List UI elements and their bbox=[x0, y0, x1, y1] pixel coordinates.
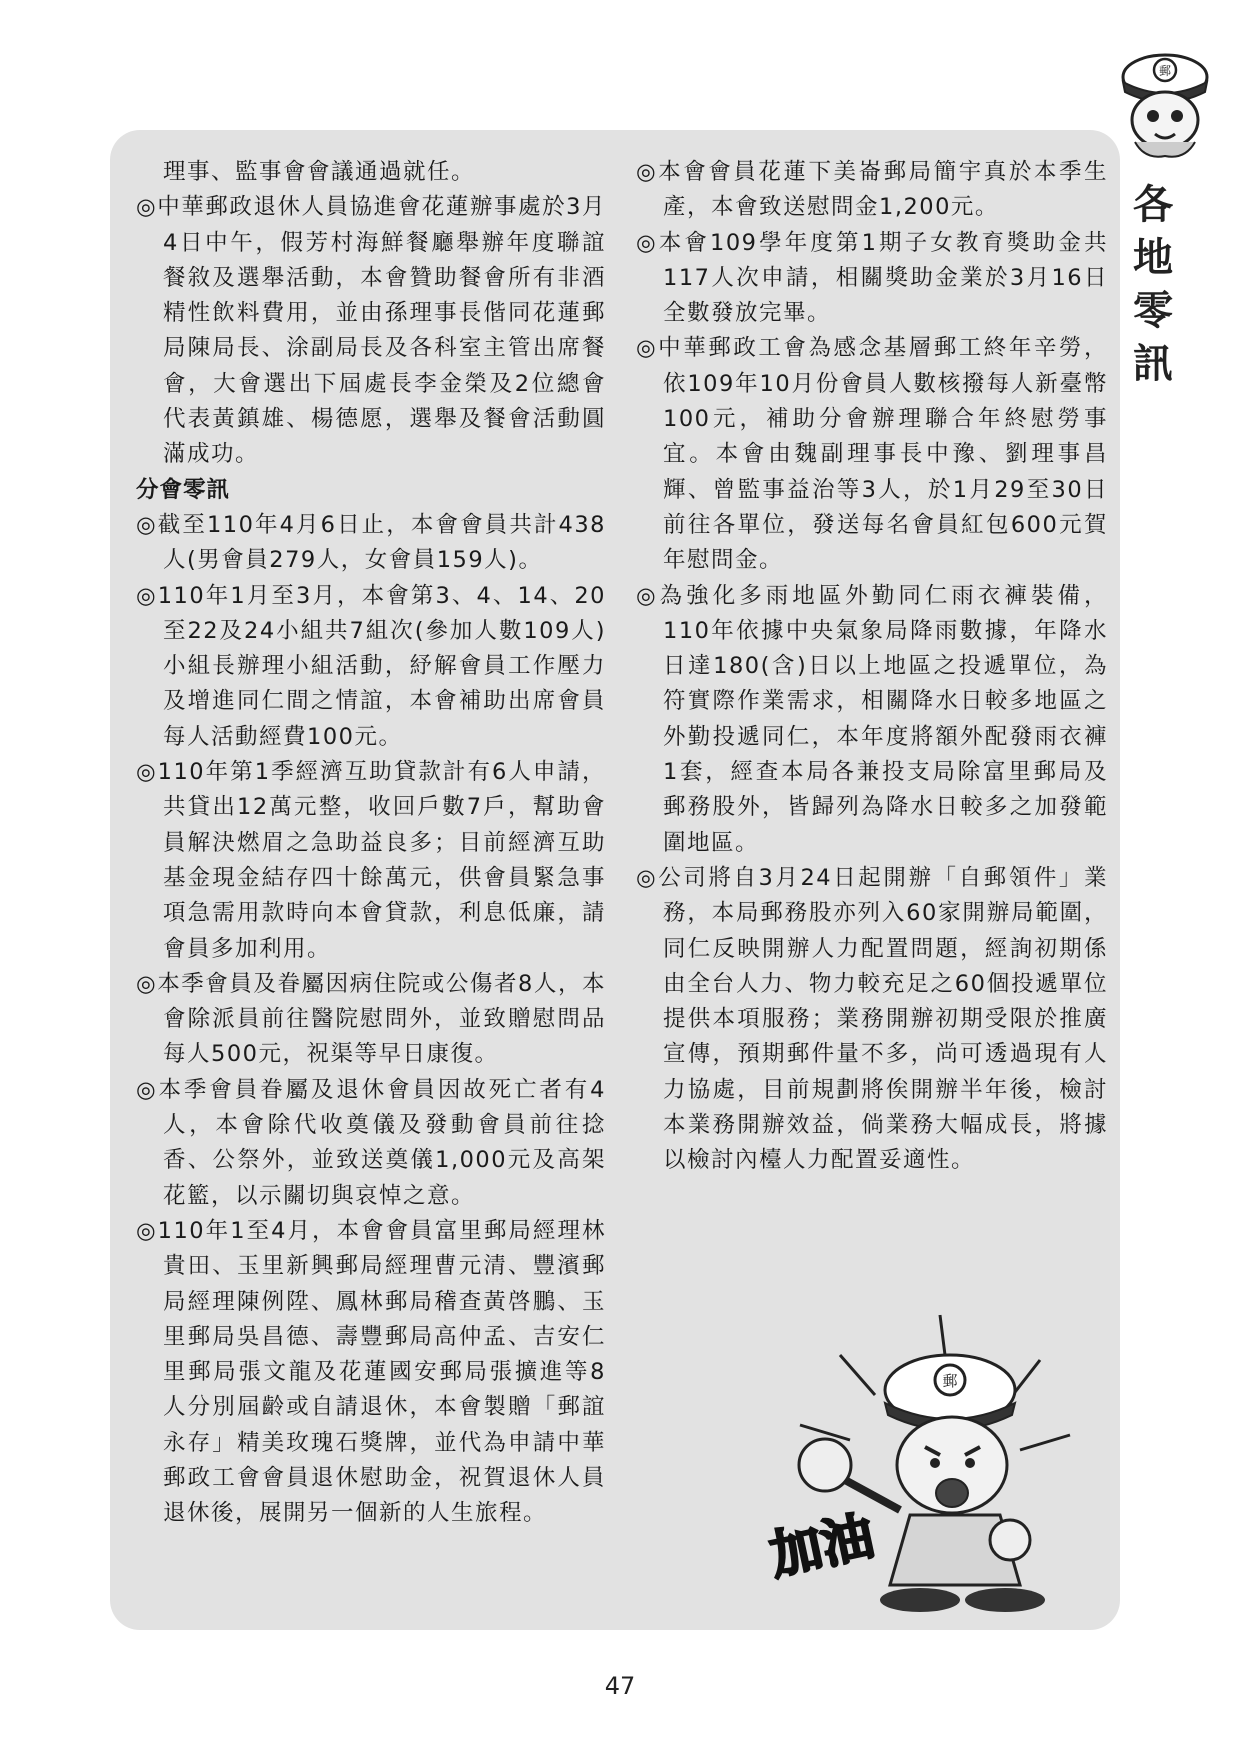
left-column bbox=[136, 155, 606, 1532]
news-item: ◎本會會員花蓮下美崙郵局簡宇真於本季生產，本會致送慰問金1,200元。 bbox=[636, 159, 1108, 221]
subheading: 分會零訊 bbox=[136, 476, 231, 503]
news-item: ◎公司將自3月24日起開辦「自郵領件」業務，本局郵務股亦列入60家開辦局範圍，同仁反映開辦人力配置問題，經詢初期係由全台人力、物力較充足之60個投遞單位提供本項服務；業務開辦初期受限於推廣宣傳，預期郵件量不多，尚可透過現有人力協處，目前規劃將俟開辦半年後，檢討本業務開辦效益，倘業務大幅成長，將據以檢討內檯人力配置妥適性。 bbox=[636, 864, 1108, 1174]
cheer-text: 加油 bbox=[764, 1506, 880, 1587]
right-column bbox=[636, 155, 1108, 1179]
news-item: ◎本季會員眷屬及退休會員因故死亡者有4人，本會除代收奠儀及發動會員前往捻香、公祭外，並致送奠儀1,000元及高架花籃，以示關切與哀悼之意。 bbox=[136, 1076, 606, 1209]
news-item: ◎本季會員及眷屬因病住院或公傷者8人，本會除派員前往醫院慰問外，並致贈慰問品每人500元，祝渠等早日康復。 bbox=[136, 970, 606, 1068]
news-item: ◎中華郵政退休人員協進會花蓮辦事處於3月4日中午，假芳村海鮮餐廳舉辦年度聯誼餐敘及選舉活動，本會贊助餐會所有非酒精性飲料費用，並由孫理事長偕同花蓮郵局陳局長、涂副局長及各科室主管出席餐會，大會選出下屆處長李金榮及2位總會代表黃鎮雄、楊德愿，選舉及餐會活動圓滿成功。 bbox=[136, 194, 606, 468]
section-title-char: 訊 bbox=[1133, 340, 1173, 387]
news-item: ◎為強化多雨地區外勤同仁雨衣褲裝備，110年依據中央氣象局降雨數據，年降水日達180(含)日以上地區之投遞單位，為符實際作業需求，相關降水日較多地區之外勤投遞同仁，本年度將額外配發雨衣褲1套，經查本局各兼投支局除富里郵局及郵務股外，皆歸列為降水日較多之加發範圍地區。 bbox=[636, 582, 1108, 856]
page-number: 47 bbox=[604, 1672, 636, 1700]
section-title-char: 各 bbox=[1133, 181, 1173, 228]
news-item: ◎中華郵政工會為感念基層郵工終年辛勞，依109年10月份會員人數核撥每人新臺幣100元，補助分會辦理聯合年終慰勞事宜。本會由魏副理事長中豫、劉理事昌輝、曾監事益治等3人，於1月29至30日前往各單位，發送每名會員紅包600元賀年慰問金。 bbox=[636, 335, 1108, 574]
section-title-char: 地 bbox=[1133, 234, 1173, 281]
news-item: ◎本會109學年度第1期子女教育獎助金共117人次申請，相關獎助金業於3月16日全數發放完畢。 bbox=[636, 229, 1108, 327]
news-item: ◎110年1至4月，本會會員富里郵局經理林貴田、玉里新興郵局經理曹元清、豐濱郵局經理陳例陞、鳳林郵局稽查黃啓鵬、玉里郵局吳昌德、壽豐郵局高仲孟、吉安仁里郵局張文龍及花蓮國安郵局張擴進等8人分別屆齡或自請退休，本會製贈「郵誼永存」精美玫瑰石獎牌，並代為申請中華郵政工會會員退休慰助金，祝賀退休人員退休後，展開另一個新的人生旅程。 bbox=[136, 1217, 606, 1527]
section-title bbox=[1128, 178, 1178, 390]
cheering-mascot-icon bbox=[764, 1315, 1080, 1615]
news-item: ◎110年1月至3月，本會第3、4、14、20至22及24小組共7組次(參加人數109人)小組長辦理小組活動，紓解會員工作壓力及增進同仁間之情誼，本會補助出席會員每人活動經費100元。 bbox=[136, 582, 606, 750]
badge-text: 郵 bbox=[942, 1372, 958, 1390]
mascot-head-icon bbox=[1110, 42, 1220, 162]
badge-text: 郵 bbox=[1158, 64, 1172, 78]
news-item: ◎110年第1季經濟互助貸款計有6人申請，共貸出12萬元整，收回戶數7戶，幫助會員解決燃眉之急助益良多；目前經濟互助基金現金結存四十餘萬元，供會員緊急事項急需用款時向本會貸款，利息低廉，請會員多加利用。 bbox=[136, 759, 606, 962]
lead-line: 理事、監事會會議通過就任。 bbox=[163, 159, 476, 185]
news-item: ◎截至110年4月6日止，本會會員共計438人(男會員279人，女會員159人)。 bbox=[136, 511, 606, 574]
section-title-char: 零 bbox=[1133, 287, 1173, 334]
